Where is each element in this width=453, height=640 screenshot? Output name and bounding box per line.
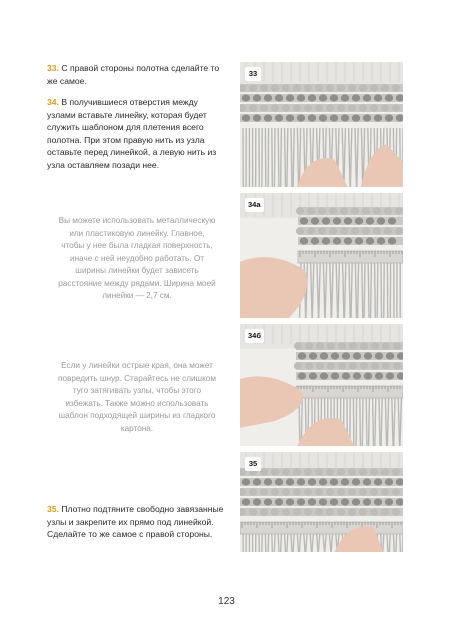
step-number: 34. [47,97,59,107]
page-number: 123 [218,596,235,607]
step-text: С правой стороны полотна сделайте то же самое. [47,63,220,86]
macrame-photo-image [240,193,403,318]
step-35 [47,503,227,541]
photo-step-35 [240,452,403,552]
step-34 [47,96,227,172]
step-number: 35. [47,504,59,514]
macrame-photo-image [240,324,403,446]
photo-label: 34а [245,198,264,212]
note-ruler: Вы можете использовать металлическую или пластиковую линейку. Главное, чтобы у нее была гладкая поверхность, иначе с ней неудобно работать. От ширины линейки будет зависеть расстояние между рядами. Ширина моей линейки — 2,7 см. [58,216,216,300]
photo-label: 34б [245,329,264,343]
photo-label: 33 [245,67,261,81]
macrame-photo-image [240,62,403,187]
macrame-photo-image [240,452,403,552]
photo-step-34a [240,193,403,318]
photo-step-34b [240,324,403,446]
step-text: Плотно подтяните свободно завязанные узлы и закрепите их прямо под линейкой. Сделайте то же самое с правой стороны. [47,504,224,540]
step-number: 33. [47,63,59,73]
photo-label: 35 [245,457,261,471]
step-text: В получившиеся отверстия между узлами вставьте линейку, которая будет служить шаблоном для плетения всего полотна. При этом правую нить из узла оставьте перед линейкой, а левую нить из узла оставляем позади нее. [47,97,217,170]
photo-step-33 [240,62,403,187]
step-33 [47,62,227,87]
note-sharp-edges: Если у линейки острые края, она может повредить шнур. Старайтесь не слишком туго затягивать узлы, чтобы этого избежать. Также можно использовать шаблон подходящей ширины из гладкого картона. [58,361,216,433]
